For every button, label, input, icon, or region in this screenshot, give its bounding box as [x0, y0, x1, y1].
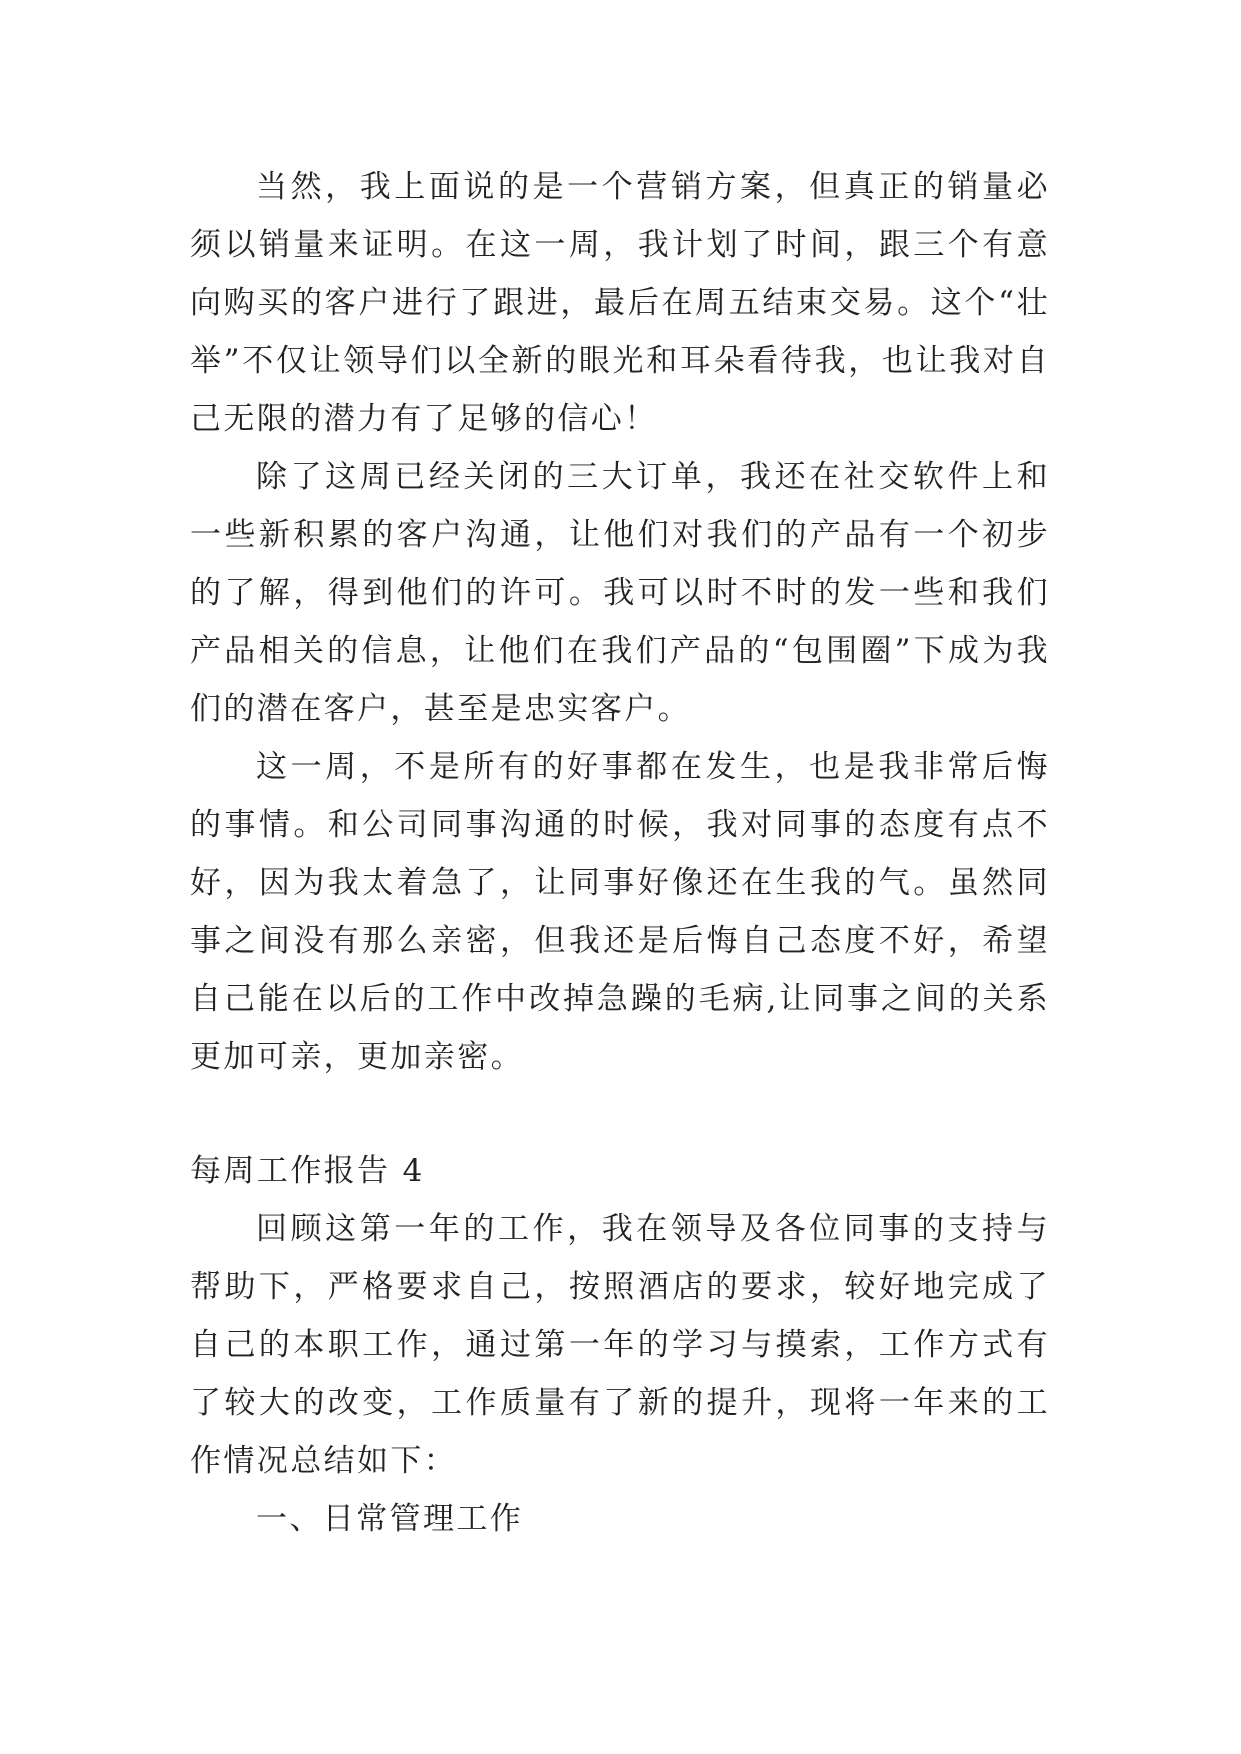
subheading-daily-management: 一、日常管理工作	[256, 1501, 524, 1537]
paragraph-marketing-plan: 当然，我上面说的是一个营销方案，但真正的销量必须以销量来证明。在这一周，我计划了时间，跟三个有意向购买的客户进行了跟进，最后在周五结束交易。这个“壮举”不仅让领导们以全新的眼光和耳朵看待我，也让我对自己无限的潜力有了足够的信心！	[190, 169, 1050, 437]
section-title: 每周工作报告 4	[190, 1153, 425, 1189]
paragraph-new-clients: 除了这周已经关闭的三大订单，我还在社交软件上和一些新积累的客户沟通，让他们对我们的产品有一个初步的了解，得到他们的许可。我可以时不时的发一些和我们产品相关的信息，让他们在我们产品的“包围圈”下成为我们的潜在客户，甚至是忠实客户。	[190, 459, 1050, 727]
paragraph-review: 回顾这第一年的工作，我在领导及各位同事的支持与帮助下，严格要求自己，按照酒店的要求，较好地完成了自己的本职工作，通过第一年的学习与摸索，工作方式有了较大的改变，工作质量有了新的提升，现将一年来的工作情况总结如下：	[190, 1211, 1050, 1479]
paragraph-regret: 这一周，不是所有的好事都在发生，也是我非常后悔的事情。和公司同事沟通的时候，我对同事的态度有点不好，因为我太着急了，让同事好像还在生我的气。虽然同事之间没有那么亲密，但我还是后悔自己态度不好，希望自己能在以后的工作中改掉急躁的毛病,让同事之间的关系更加可亲，更加亲密。	[190, 749, 1050, 1075]
document-body	[190, 158, 1050, 1548]
